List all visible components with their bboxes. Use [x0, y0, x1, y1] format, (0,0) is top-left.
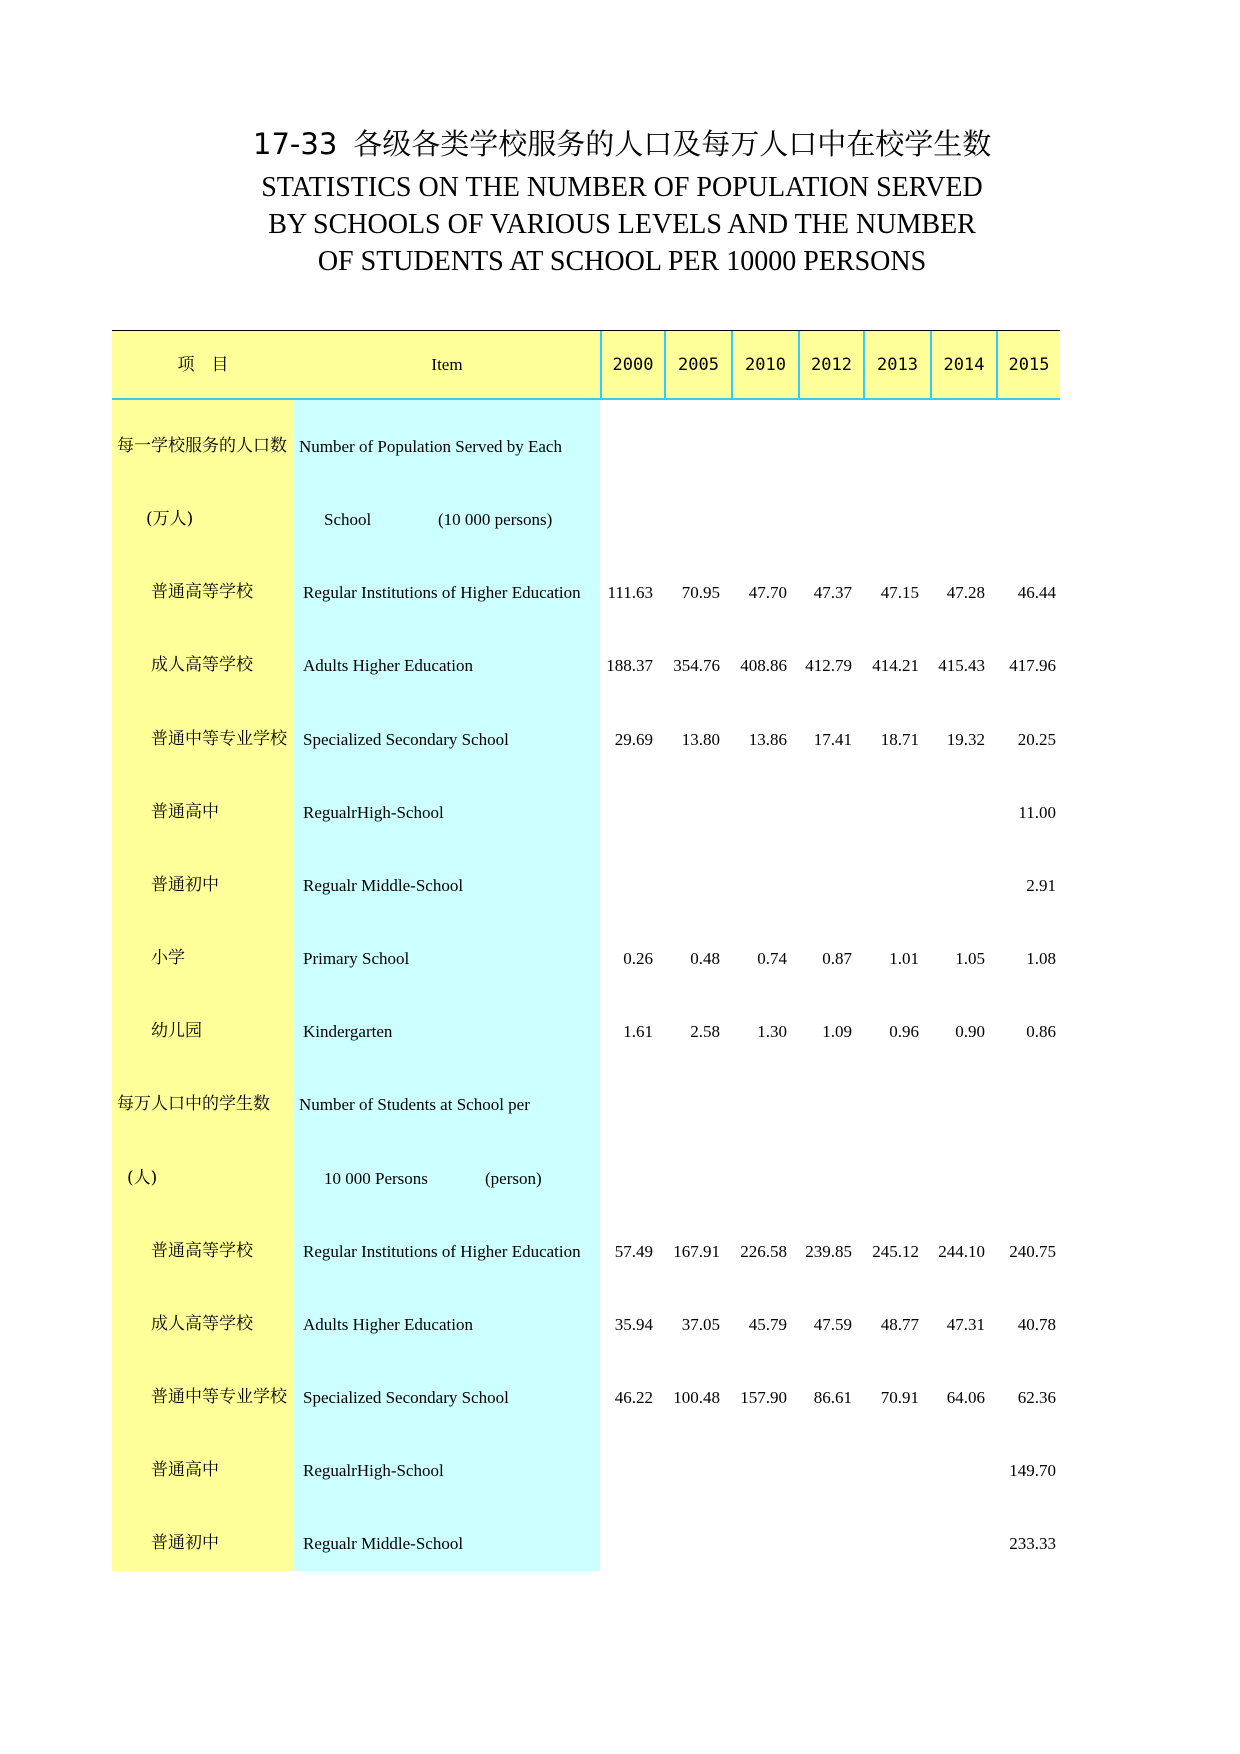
- value-cell-2013: 18.71: [880, 729, 919, 749]
- table-row: [112, 410, 1060, 483]
- value-cell-2012: [792, 410, 852, 483]
- value-cell-2014: [925, 1434, 985, 1507]
- value-cell-2015: 240.75: [1009, 1241, 1056, 1261]
- value-cell-2005: [660, 849, 720, 922]
- header-year-2015: 2015: [996, 331, 1060, 399]
- value-cell-2012: 239.85: [805, 1241, 852, 1261]
- value-cell-2010: 157.90: [740, 1387, 787, 1407]
- value-cell-2014: 19.32: [946, 729, 985, 749]
- value-cell-2005: [660, 1068, 720, 1141]
- value-cell-2014: 1.05: [955, 949, 985, 969]
- value-cell-2015: 233.33: [1009, 1534, 1056, 1554]
- value-cell-2005: [660, 1434, 720, 1507]
- value-cell-2010: 47.70: [748, 583, 787, 603]
- value-cell-2015: 20.25: [1017, 729, 1056, 749]
- value-cell-2000: [593, 483, 653, 556]
- value-cell-2010: [727, 1142, 787, 1215]
- row-label-en: Specialized Secondary School: [303, 729, 509, 749]
- value-cell-2000: [593, 1434, 653, 1507]
- value-cell-2013: 0.96: [889, 1022, 919, 1042]
- value-cell-2012: 86.61: [813, 1387, 852, 1407]
- row-label-cn: (人): [127, 1167, 158, 1188]
- value-cell-2012: [792, 1434, 852, 1507]
- value-cell-2012: 0.87: [822, 949, 852, 969]
- value-cell-2013: [859, 1507, 919, 1580]
- value-cell-2015: [996, 1142, 1056, 1215]
- row-unit-en: (10 000 persons): [438, 510, 553, 530]
- row-label-en: RegualrHigh-School: [303, 1461, 444, 1481]
- value-cell-2010: 13.86: [748, 729, 787, 749]
- value-cell-2000: 29.69: [614, 729, 653, 749]
- row-label-cn: 成人高等学校: [151, 655, 253, 676]
- value-cell-2005: [660, 1142, 720, 1215]
- value-cell-2015: [996, 483, 1056, 556]
- value-cell-2014: [925, 1068, 985, 1141]
- table-row: [112, 1434, 1060, 1507]
- value-cell-2012: [792, 849, 852, 922]
- row-label-en: Number of Students at School per: [299, 1095, 530, 1115]
- value-cell-2005: [660, 1507, 720, 1580]
- value-cell-2010: [727, 1434, 787, 1507]
- title-english-line-3: OF STUDENTS AT SCHOOL PER 10000 PERSONS: [317, 246, 927, 277]
- value-cell-2013: 47.15: [880, 583, 919, 603]
- value-cell-2014: [925, 1142, 985, 1215]
- value-cell-2010: [727, 1068, 787, 1141]
- value-cell-2014: [925, 849, 985, 922]
- header-year-2014: 2014: [930, 331, 996, 399]
- row-label-cn: 普通初中: [151, 874, 219, 895]
- value-cell-2000: 0.26: [623, 949, 653, 969]
- value-cell-2000: [593, 776, 653, 849]
- row-label-en: Adults Higher Education: [303, 1314, 473, 1334]
- value-cell-2014: [925, 410, 985, 483]
- value-cell-2010: [727, 483, 787, 556]
- value-cell-2014: [925, 776, 985, 849]
- row-label-cn: 普通高中: [151, 801, 219, 822]
- value-cell-2014: 0.90: [955, 1022, 985, 1042]
- header-item-cn: 项 目: [177, 355, 229, 375]
- row-label-cn: (万人): [146, 509, 194, 530]
- value-cell-2012: [792, 1507, 852, 1580]
- row-label-cn: 普通高等学校: [151, 1240, 253, 1261]
- table-row: [112, 995, 1060, 1068]
- value-cell-2005: [660, 410, 720, 483]
- value-cell-2013: [859, 1068, 919, 1141]
- value-cell-2013: 70.91: [880, 1387, 919, 1407]
- value-cell-2005: 167.91: [673, 1241, 720, 1261]
- row-label-en: 10 000 Persons: [324, 1168, 428, 1188]
- table-header: [112, 330, 1060, 400]
- value-cell-2005: 100.48: [673, 1387, 720, 1407]
- row-label-en: Primary School: [303, 949, 410, 969]
- value-cell-2010: [727, 776, 787, 849]
- row-label-cn: 普通中等专业学校: [151, 728, 287, 749]
- value-cell-2005: 2.58: [690, 1022, 720, 1042]
- table-row: [112, 1142, 1060, 1215]
- value-cell-2013: [859, 1142, 919, 1215]
- value-cell-2000: 35.94: [614, 1314, 653, 1334]
- value-cell-2010: 45.79: [748, 1314, 787, 1334]
- row-label-cn: 普通中等专业学校: [151, 1386, 287, 1407]
- row-label-en: School: [324, 510, 372, 530]
- table-row: [112, 556, 1060, 629]
- table-row: [112, 703, 1060, 776]
- value-cell-2005: 354.76: [673, 656, 720, 676]
- value-cell-2000: [593, 410, 653, 483]
- row-label-cn: 普通高等学校: [151, 582, 253, 603]
- row-label-cn: 幼儿园: [151, 1021, 202, 1042]
- row-label-cn: 普通初中: [151, 1533, 219, 1554]
- value-cell-2015: 40.78: [1017, 1314, 1056, 1334]
- value-cell-2000: 1.61: [623, 1022, 653, 1042]
- value-cell-2010: [727, 1507, 787, 1580]
- value-cell-2015: 62.36: [1017, 1387, 1056, 1407]
- value-cell-2000: 57.49: [614, 1241, 653, 1261]
- value-cell-2015: 1.08: [1026, 949, 1056, 969]
- value-cell-2014: [925, 1507, 985, 1580]
- value-cell-2005: [660, 776, 720, 849]
- table-row: [112, 1507, 1060, 1580]
- row-label-en: RegualrHigh-School: [303, 802, 444, 822]
- value-cell-2000: 46.22: [614, 1387, 653, 1407]
- value-cell-2012: [792, 776, 852, 849]
- table-row: [112, 1288, 1060, 1361]
- value-cell-2014: 47.31: [946, 1314, 985, 1334]
- value-cell-2013: 48.77: [880, 1314, 919, 1334]
- value-cell-2015: 2.91: [1026, 875, 1056, 895]
- row-label-en: Adults Higher Education: [303, 656, 473, 676]
- value-cell-2015: [996, 410, 1056, 483]
- value-cell-2010: 1.30: [757, 1022, 787, 1042]
- row-label-cn: 每万人口中的学生数: [117, 1094, 270, 1115]
- value-cell-2012: 412.79: [805, 656, 852, 676]
- value-cell-2012: 47.59: [813, 1314, 852, 1334]
- title-chinese-text: 各级各类学校服务的人口及每万人口中在校学生数: [353, 127, 992, 161]
- title-english-line-1: STATISTICS ON THE NUMBER OF POPULATION SERVED: [261, 172, 983, 203]
- value-cell-2013: 245.12: [872, 1241, 919, 1261]
- row-label-cn: 小学: [151, 948, 185, 969]
- value-cell-2015: 46.44: [1017, 583, 1056, 603]
- title-english-line-2: BY SCHOOLS OF VARIOUS LEVELS AND THE NUMBER: [268, 209, 976, 240]
- value-cell-2013: [859, 483, 919, 556]
- row-label-en: Kindergarten: [303, 1022, 393, 1042]
- row-label-en: Regular Institutions of Higher Education: [303, 583, 581, 603]
- table-row: [112, 1068, 1060, 1141]
- value-cell-2015: 11.00: [1018, 802, 1056, 822]
- row-label-en: Specialized Secondary School: [303, 1387, 509, 1407]
- value-cell-2000: [593, 849, 653, 922]
- value-cell-2000: [593, 1507, 653, 1580]
- value-cell-2015: 417.96: [1009, 656, 1056, 676]
- value-cell-2005: [660, 483, 720, 556]
- value-cell-2010: [727, 410, 787, 483]
- value-cell-2010: 226.58: [740, 1241, 787, 1261]
- table-row: [112, 629, 1060, 702]
- row-label-en: Regular Institutions of Higher Education: [303, 1241, 581, 1261]
- value-cell-2010: [727, 849, 787, 922]
- header-year-2005: 2005: [664, 331, 731, 399]
- table-row: [112, 1215, 1060, 1288]
- row-label-cn: 成人高等学校: [151, 1313, 253, 1334]
- value-cell-2013: [859, 776, 919, 849]
- value-cell-2014: 47.28: [946, 583, 985, 603]
- value-cell-2012: [792, 1068, 852, 1141]
- value-cell-2015: 0.86: [1026, 1022, 1056, 1042]
- value-cell-2000: 111.63: [607, 583, 653, 603]
- value-cell-2013: [859, 1434, 919, 1507]
- table-number: 17-33: [253, 127, 338, 161]
- row-label-en: Number of Population Served by Each: [299, 437, 562, 456]
- row-label-cn: 普通高中: [151, 1460, 219, 1481]
- value-cell-2010: 408.86: [740, 656, 787, 676]
- value-cell-2013: [859, 849, 919, 922]
- value-cell-2010: 0.74: [757, 949, 787, 969]
- value-cell-2005: 13.80: [681, 729, 720, 749]
- value-cell-2012: 1.09: [822, 1022, 852, 1042]
- table-row: [112, 849, 1060, 922]
- table-row: [112, 1361, 1060, 1434]
- table-row: [112, 483, 1060, 556]
- header-year-2012: 2012: [798, 331, 863, 399]
- value-cell-2012: 17.41: [813, 729, 852, 749]
- value-cell-2012: [792, 483, 852, 556]
- value-cell-2015: 149.70: [1009, 1461, 1056, 1481]
- value-cell-2014: 415.43: [938, 656, 985, 676]
- value-cell-2000: [593, 1142, 653, 1215]
- header-year-2010: 2010: [731, 331, 798, 399]
- value-cell-2000: [593, 1068, 653, 1141]
- value-cell-2013: [859, 410, 919, 483]
- header-item-en: Item: [431, 355, 463, 374]
- value-cell-2005: 0.48: [690, 949, 720, 969]
- value-cell-2000: 188.37: [606, 656, 653, 676]
- row-label-cn: 每一学校服务的人口数: [117, 436, 287, 456]
- value-cell-2005: 37.05: [681, 1314, 720, 1334]
- header-year-2000: 2000: [600, 331, 664, 399]
- value-cell-2015: [996, 1068, 1056, 1141]
- header-year-2013: 2013: [863, 331, 930, 399]
- title-chinese: [253, 124, 1013, 164]
- value-cell-2014: [925, 483, 985, 556]
- value-cell-2013: 414.21: [872, 656, 919, 676]
- table-row: [112, 776, 1060, 849]
- value-cell-2005: 70.95: [681, 583, 720, 603]
- value-cell-2012: [792, 1142, 852, 1215]
- row-label-en: Regualr Middle-School: [303, 1534, 464, 1554]
- value-cell-2014: 244.10: [938, 1241, 985, 1261]
- table-row: [112, 922, 1060, 995]
- value-cell-2013: 1.01: [889, 949, 919, 969]
- value-cell-2012: 47.37: [813, 583, 852, 603]
- row-unit-en: (person): [485, 1168, 542, 1188]
- row-label-en: Regualr Middle-School: [303, 875, 464, 895]
- value-cell-2014: 64.06: [946, 1387, 985, 1407]
